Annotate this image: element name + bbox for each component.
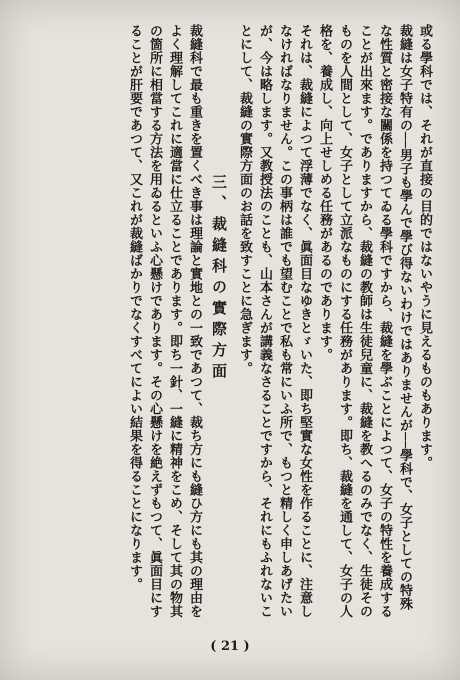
paragraph-2: 裁縫は女子特有の──男子も學んで學び得ないわけではありませんが──學科で、女子としての特殊な性質と密接な關係を持つてゐる學科ですから、裁縫を學ぶことによつて、女子の特性を養成することが出來ます。でありますから、裁縫の教師は生徒兒童に、裁縫を教へるのみでなく、生徒そのものを人間として、女子として立派なものにする任務があります。即ち、裁縫を通して、女子の人格を、養成し、向上せしめる任務があるのであります。 bbox=[317, 24, 412, 618]
paragraph-4: 裁縫科で最も重きを置くべき事は理論と實地との一致であつて、裁ち方にも縫ひ方にも其の理由をよく理解してこれに適當に仕立ることであります。即ち一針、一縫に精神をこめ、そして其の物其の箇所に相當する方法を用ゐるといふ心懸けであります。その心懸けを絶えずもつて、眞面目にすることが肝要であつて、又これが裁縫ばかりでなくすべてによい結果を得ることになります。 bbox=[127, 24, 202, 618]
paragraph-1: 或る學科では、それが直接の目的ではないやうに見えるものもあります。 bbox=[417, 24, 432, 470]
vertical-text-block bbox=[24, 24, 434, 624]
page-number: ( 21 ) bbox=[210, 639, 250, 654]
section-heading: 三、裁縫科の實際方面 bbox=[210, 174, 228, 384]
paragraph-3: それは、裁縫によつて浮薄でなく、眞面目なゆきとゞいた、即ち堅實な女性を作ることに、注意しなければなりません。この事柄は誰でも望むことで私も常にいふ所で、もつと精しく申しあげたいが、今は略します。又教授法のことも、山本さんが講義なさることですから、それにもふれないことにして、裁縫の實際方面のお話を致すことに急ぎます。 bbox=[237, 24, 312, 618]
